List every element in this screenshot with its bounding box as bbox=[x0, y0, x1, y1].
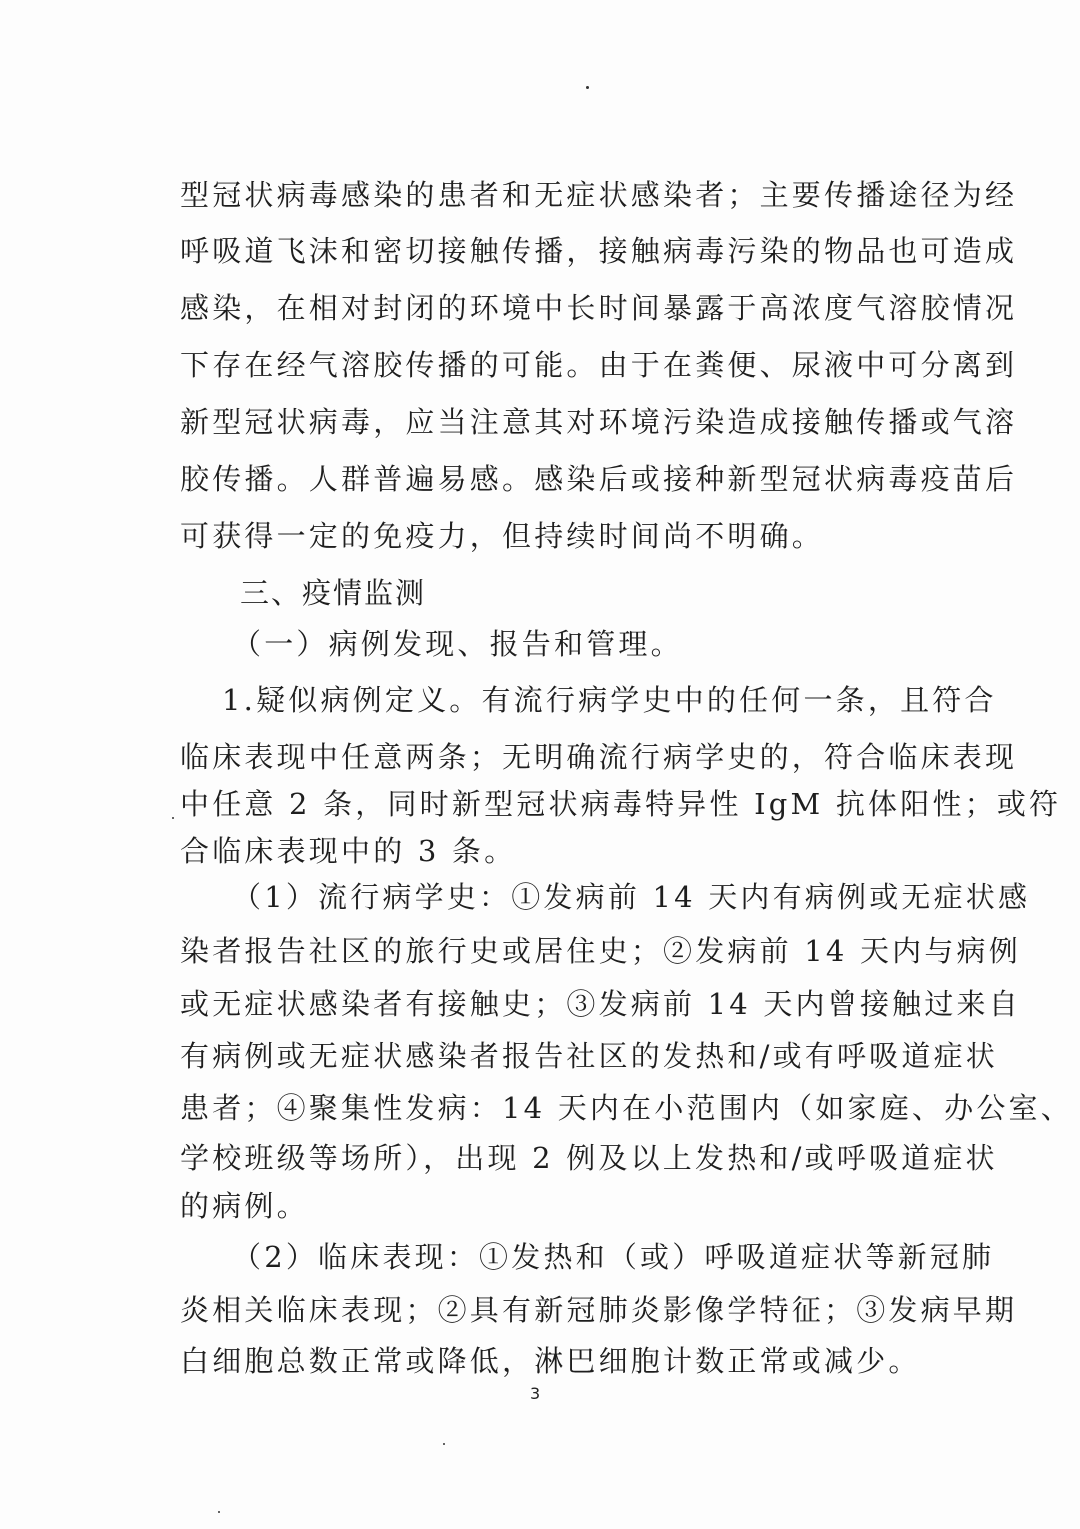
text-line: 中任意 2 条，同时新型冠状病毒特异性 IgM 抗体阳性；或符 bbox=[180, 787, 1062, 821]
text-line: 或无症状感染者有接触史；③发病前 14 天内曾接触过来自 bbox=[180, 987, 1021, 1021]
scan-speck bbox=[172, 817, 174, 819]
page-number: 3 bbox=[530, 1384, 541, 1403]
text-line: 胶传播。人群普遍易感。感染后或接种新型冠状病毒疫苗后 bbox=[180, 462, 1018, 496]
text-line: 1.疑似病例定义。有流行病学史中的任何一条，且符合 bbox=[222, 683, 997, 717]
text-line: 型冠状病毒感染的患者和无症状感染者；主要传播途径为经 bbox=[180, 178, 1018, 212]
text-line: 合临床表现中的 3 条。 bbox=[180, 834, 517, 868]
scan-speck bbox=[443, 1443, 445, 1445]
text-line: 有病例或无症状感染者报告社区的发热和/或有呼吸道症状 bbox=[180, 1039, 998, 1073]
text-line: 的病例。 bbox=[180, 1189, 309, 1223]
text-line: 患者；④聚集性发病：14 天内在小范围内（如家庭、办公室、 bbox=[180, 1091, 1073, 1125]
section-heading: 三、疫情监测 bbox=[240, 576, 427, 610]
text-line: 呼吸道飞沫和密切接触传播，接触病毒污染的物品也可造成 bbox=[180, 234, 1018, 268]
text-line: 下存在经气溶胶传播的可能。由于在粪便、尿液中可分离到 bbox=[180, 348, 1018, 382]
text-line: 学校班级等场所），出现 2 例及以上发热和/或呼吸道症状 bbox=[180, 1141, 998, 1175]
text-line: 临床表现中任意两条；无明确流行病学史的，符合临床表现 bbox=[180, 740, 1018, 774]
text-line: 白细胞总数正常或降低，淋巴细胞计数正常或减少。 bbox=[180, 1344, 921, 1378]
text-line: 感染，在相对封闭的环境中长时间暴露于高浓度气溶胶情况 bbox=[180, 291, 1018, 325]
text-line: 新型冠状病毒，应当注意其对环境污染造成接触传播或气溶 bbox=[180, 405, 1018, 439]
scan-speck bbox=[218, 1511, 220, 1513]
subsection-heading: （一）病例发现、报告和管理。 bbox=[232, 627, 683, 661]
text-line: 炎相关临床表现；②具有新冠肺炎影像学特征；③发病早期 bbox=[180, 1293, 1018, 1327]
text-line: （1）流行病学史：①发病前 14 天内有病例或无症状感 bbox=[232, 880, 1031, 914]
text-line: （2）临床表现：①发热和（或）呼吸道症状等新冠肺 bbox=[232, 1240, 995, 1274]
text-line: 可获得一定的免疫力，但持续时间尚不明确。 bbox=[180, 519, 825, 553]
text-line: 染者报告社区的旅行史或居住史；②发病前 14 天内与病例 bbox=[180, 934, 1021, 968]
scan-speck bbox=[586, 86, 589, 89]
